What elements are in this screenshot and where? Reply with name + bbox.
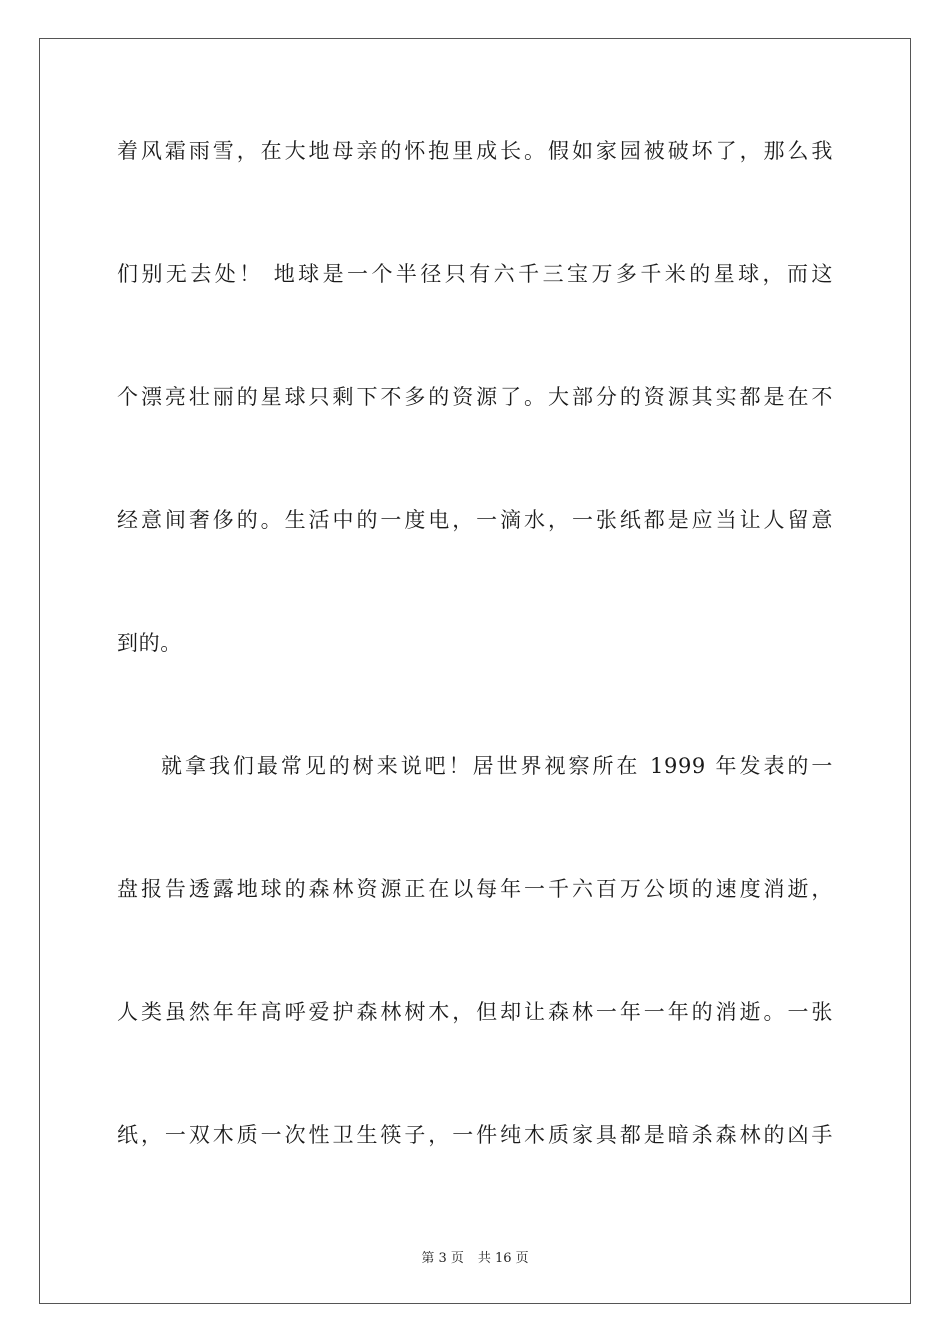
text-line-4: 经意间奢侈的。生活中的一度电，一滴水，一张纸都是应当让人留意 [117,508,833,532]
document-body [117,126,833,1233]
text-line-1: 着风霜雨雪，在大地母亲的怀抱里成长。假如家园被破坏了，那么我 [117,139,833,163]
text-line-7: 盘报告透露地球的森林资源正在以每年一千六百万公顷的速度消逝， [117,877,833,901]
text-line-6: 就拿我们最常见的树来说吧！居世界视察所在 1999 年发表的一 [161,754,833,778]
text-line-3: 个漂亮壮丽的星球只剩下不多的资源了。大部分的资源其实都是在不 [117,385,833,409]
text-line-2: 们别无去处！ 地球是一个半径只有六千三宝万多千米的星球，而这 [117,262,833,286]
text-line-5: 到的。 [117,631,182,655]
page-number: 第 3 页 [421,1251,464,1266]
text-line-8: 人类虽然年年高呼爱护森林树木，但却让森林一年一年的消逝。一张 [117,1000,833,1024]
page-footer [0,1247,950,1266]
text-line-9: 纸，一双木质一次性卫生筷子，一件纯木质家具都是暗杀森林的凶手 [117,1123,833,1147]
page-total: 共 16 页 [477,1251,529,1266]
